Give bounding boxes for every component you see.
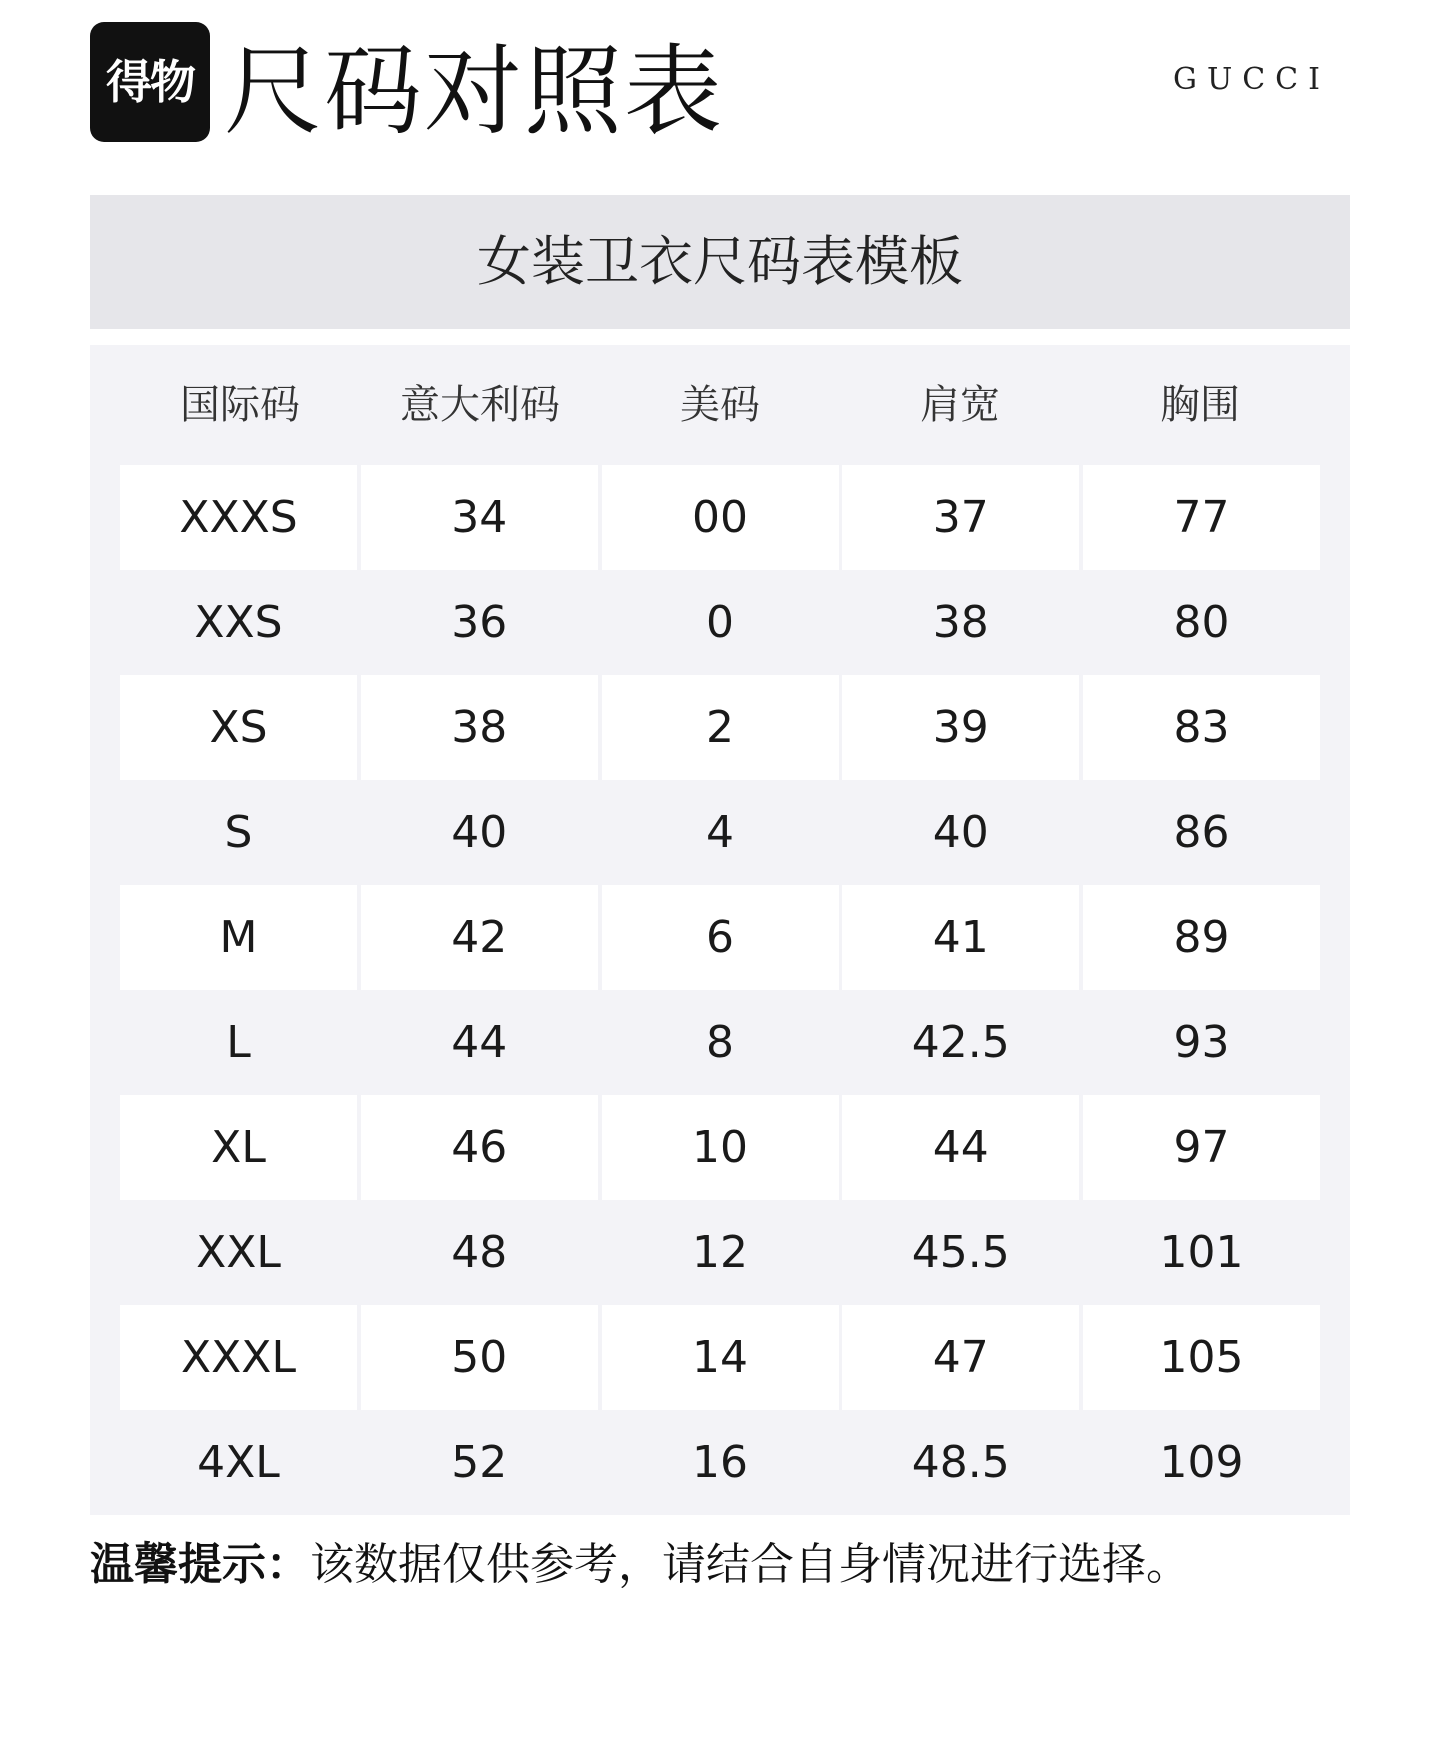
table-cell: 2: [602, 675, 839, 780]
size-table: [90, 345, 1350, 1515]
tip-note: [90, 1530, 1190, 1600]
table-cell: 6: [602, 885, 839, 990]
table-cell: 50: [361, 1305, 598, 1410]
table-cell: 39: [842, 675, 1079, 780]
page-title: 尺码对照表: [224, 35, 725, 149]
table-cell: 44: [451, 1017, 508, 1068]
table-cell: 52: [451, 1437, 508, 1488]
column-header-chest: 胸围: [1160, 382, 1240, 428]
table-row: [120, 675, 1320, 780]
table-row: [120, 1305, 1320, 1410]
table-cell: XXXL: [120, 1305, 357, 1410]
table-cell: 34: [361, 465, 598, 570]
table-header-row: [120, 345, 1320, 465]
table-row: [120, 885, 1320, 990]
table-row: [120, 990, 1320, 1095]
table-cell: 86: [1173, 807, 1230, 858]
table-cell: 48: [451, 1227, 508, 1278]
table-cell: 101: [1159, 1227, 1244, 1278]
table-cell: 41: [842, 885, 1079, 990]
table-cell: 37: [842, 465, 1079, 570]
table-row: [120, 1095, 1320, 1200]
table-cell: 42: [361, 885, 598, 990]
table-cell: 16: [692, 1437, 748, 1488]
table-cell: 80: [1173, 597, 1230, 648]
table-cell: 14: [602, 1305, 839, 1410]
table-cell: 77: [1083, 465, 1320, 570]
table-cell: 47: [842, 1305, 1079, 1410]
table-cell: 109: [1159, 1437, 1244, 1488]
tip-text: 该数据仅供参考，请结合自身情况进行选择。: [310, 1539, 1190, 1590]
table-cell: 8: [706, 1017, 734, 1068]
table-cell: 10: [602, 1095, 839, 1200]
table-cell: XS: [120, 675, 357, 780]
tip-label: 温馨提示：: [90, 1539, 310, 1590]
column-header-international: 国际码: [180, 382, 300, 428]
column-header-shoulder: 肩宽: [920, 382, 1000, 428]
table-cell: M: [120, 885, 357, 990]
table-row: [120, 1200, 1320, 1305]
table-cell: 42.5: [911, 1017, 1010, 1068]
table-cell: 0: [706, 597, 734, 648]
table-cell: 36: [451, 597, 508, 648]
table-cell: 48.5: [911, 1437, 1010, 1488]
table-cell: 00: [602, 465, 839, 570]
table-row: [120, 465, 1320, 570]
table-cell: 46: [361, 1095, 598, 1200]
table-cell: 93: [1173, 1017, 1230, 1068]
column-header-us: 美码: [680, 382, 760, 428]
table-cell: 4: [706, 807, 734, 858]
table-cell: 89: [1083, 885, 1320, 990]
table-cell: 12: [692, 1227, 748, 1278]
table-cell: 45.5: [911, 1227, 1010, 1278]
table-cell: 97: [1083, 1095, 1320, 1200]
table-title: 女装卫衣尺码表模板: [90, 195, 1350, 329]
page-header: [90, 22, 1350, 152]
table-cell: XXS: [194, 597, 283, 648]
table-cell: L: [226, 1017, 251, 1068]
table-row: [120, 570, 1320, 675]
table-cell: XXXS: [120, 465, 357, 570]
table-cell: 38: [361, 675, 598, 780]
brand-name: GUCCI: [1172, 62, 1330, 97]
dewu-logo: 得物: [90, 22, 210, 142]
table-body: [120, 465, 1320, 1515]
table-cell: 40: [932, 807, 989, 858]
table-cell: XXL: [196, 1227, 281, 1278]
table-cell: 105: [1083, 1305, 1320, 1410]
table-cell: 44: [842, 1095, 1079, 1200]
table-cell: 83: [1083, 675, 1320, 780]
table-row: [120, 1410, 1320, 1515]
table-cell: S: [224, 807, 253, 858]
table-cell: 38: [932, 597, 989, 648]
table-cell: XL: [120, 1095, 357, 1200]
column-header-italian: 意大利码: [400, 382, 560, 428]
table-cell: 4XL: [197, 1437, 280, 1488]
table-row: [120, 780, 1320, 885]
table-cell: 40: [451, 807, 508, 858]
